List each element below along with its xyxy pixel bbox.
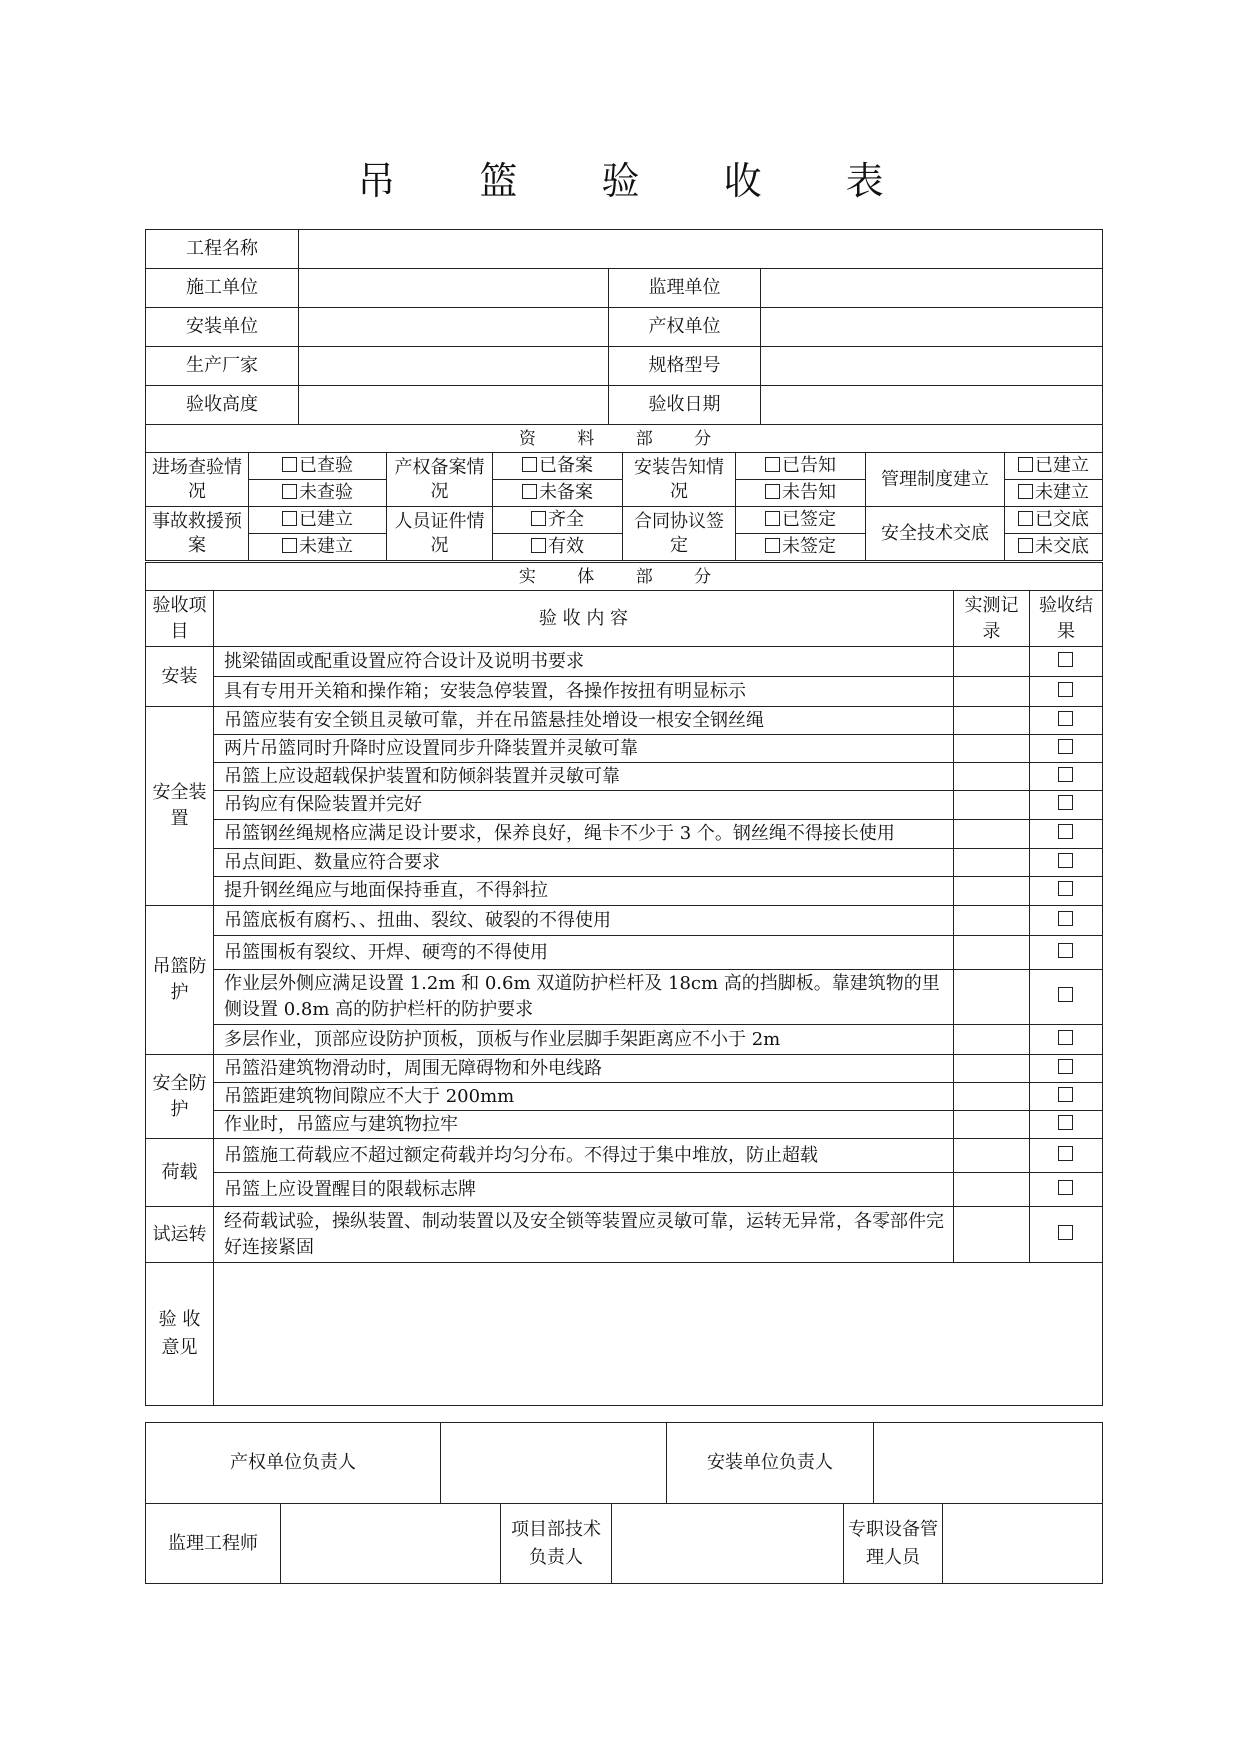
install-unit-field[interactable] — [299, 308, 609, 347]
entry-no-option[interactable]: 未查验 — [249, 480, 387, 507]
contract-no-option[interactable]: 未签定 — [736, 534, 866, 561]
checkbox-icon — [765, 538, 780, 553]
rescue-yes-option[interactable]: 已建立 — [249, 507, 387, 534]
checkbox-icon — [1058, 652, 1073, 667]
table-row — [146, 1207, 1103, 1263]
docs-section-title: 资 料 部 分 — [146, 425, 1103, 453]
tech-no-option[interactable]: 未交底 — [1005, 534, 1103, 561]
checkbox-icon — [1058, 795, 1073, 810]
result-checkbox[interactable] — [1029, 735, 1102, 763]
cert-no-option[interactable]: 有效 — [493, 534, 623, 561]
mgmt-label: 管理制度建立 — [866, 453, 1005, 507]
group-name: 荷载 — [146, 1139, 214, 1207]
construction-unit-label: 施工单位 — [146, 269, 299, 308]
result-checkbox[interactable] — [1029, 849, 1102, 877]
checkbox-icon — [765, 511, 780, 526]
contract-yes-option[interactable]: 已签定 — [736, 507, 866, 534]
result-checkbox[interactable] — [1029, 906, 1102, 936]
project-name-field[interactable] — [299, 230, 1103, 269]
tech-head-label: 项目部技术负责人 — [501, 1504, 612, 1584]
date-field[interactable] — [761, 386, 1103, 425]
inspection-item: 吊篮距建筑物间隙应不大于 200mm — [214, 1083, 954, 1111]
table-row — [146, 677, 1103, 707]
tech-head-signature[interactable] — [612, 1504, 844, 1584]
table-row — [146, 791, 1103, 820]
checkbox-icon — [1058, 1115, 1073, 1130]
page-title: 吊 篮 验 收 表 — [357, 159, 920, 203]
manufacturer-field[interactable] — [299, 347, 609, 386]
inspection-item: 提升钢丝绳应与地面保持垂直，不得斜拉 — [214, 877, 954, 906]
result-checkbox[interactable] — [1029, 1083, 1102, 1111]
checkbox-icon — [1058, 1225, 1073, 1240]
table-row — [146, 877, 1103, 906]
property-head-signature[interactable] — [441, 1423, 667, 1504]
cert-label: 人员证件情况 — [387, 507, 493, 561]
inspection-item: 吊点间距、数量应符合要求 — [214, 849, 954, 877]
mgmt-no-option[interactable]: 未建立 — [1005, 480, 1103, 507]
table-row — [146, 1139, 1103, 1173]
table-row — [146, 820, 1103, 849]
result-checkbox[interactable] — [1029, 820, 1102, 849]
record-field[interactable] — [953, 647, 1029, 677]
install-notice-yes-option[interactable]: 已告知 — [736, 453, 866, 480]
install-unit-label: 安装单位 — [146, 308, 299, 347]
checkbox-icon — [1058, 767, 1073, 782]
checkbox-icon — [1058, 943, 1073, 958]
result-checkbox[interactable] — [1029, 1139, 1102, 1173]
tech-yes-option[interactable]: 已交底 — [1005, 507, 1103, 534]
result-checkbox[interactable] — [1029, 707, 1102, 735]
inspection-item: 吊篮钢丝绳规格应满足设计要求，保养良好，绳卡不少于 3 个。钢丝绳不得接长使用 — [214, 820, 954, 849]
col-record-header: 实测记录 — [953, 591, 1029, 647]
inspection-item: 吊篮围板有裂纹、开焊、硬弯的不得使用 — [214, 936, 954, 970]
supervisor-label: 监理工程师 — [146, 1504, 281, 1584]
record-field[interactable] — [953, 677, 1029, 707]
checkbox-icon — [1058, 853, 1073, 868]
table-row — [146, 1111, 1103, 1139]
checkbox-icon — [1018, 484, 1033, 499]
height-field[interactable] — [299, 386, 609, 425]
checkbox-icon — [1058, 911, 1073, 926]
table-row — [146, 970, 1103, 1025]
cert-yes-option[interactable]: 齐全 — [493, 507, 623, 534]
property-head-label: 产权单位负责人 — [146, 1423, 441, 1504]
record-field[interactable] — [953, 1111, 1029, 1139]
inspection-item: 吊篮底板有腐朽、、扭曲、裂纹、破裂的不得使用 — [214, 906, 954, 936]
col-item-header: 验收项目 — [146, 591, 214, 647]
result-checkbox[interactable] — [1029, 970, 1102, 1025]
inspection-item: 吊篮施工荷载应不超过额定荷载并均匀分布。不得过于集中堆放，防止超载 — [214, 1139, 954, 1173]
checkbox-icon — [282, 484, 297, 499]
equipment-mgr-label: 专职设备管理人员 — [844, 1504, 943, 1584]
install-notice-no-option[interactable]: 未告知 — [736, 480, 866, 507]
record-field[interactable] — [953, 1055, 1029, 1083]
inspection-item: 作业时，吊篮应与建筑物拉牢 — [214, 1111, 954, 1139]
project-name-label: 工程名称 — [146, 230, 299, 269]
entry-label: 进场查验情况 — [146, 453, 249, 507]
record-field[interactable] — [953, 820, 1029, 849]
opinion-label: 验 收意见 — [146, 1263, 214, 1406]
checkbox-icon — [1018, 457, 1033, 472]
height-label: 验收高度 — [146, 386, 299, 425]
inspection-item: 挑梁锚固或配重设置应符合设计及说明书要求 — [214, 647, 954, 677]
docs-table — [145, 424, 1103, 561]
checkbox-icon — [1058, 824, 1073, 839]
contract-label: 合同协议签定 — [623, 507, 736, 561]
record-field[interactable] — [953, 1173, 1029, 1207]
result-checkbox[interactable] — [1029, 936, 1102, 970]
table-row — [146, 707, 1103, 735]
date-label: 验收日期 — [609, 386, 761, 425]
model-label: 规格型号 — [609, 347, 761, 386]
result-checkbox[interactable] — [1029, 1173, 1102, 1207]
checkbox-icon — [531, 511, 546, 526]
group-name: 试运转 — [146, 1207, 214, 1263]
checkbox-icon — [522, 457, 537, 472]
inspection-item: 经荷载试验，操纵装置、制动装置以及安全锁等装置应灵敏可靠，运转无异常，各零部件完好连接紧固 — [214, 1207, 954, 1263]
table-row — [146, 1173, 1103, 1207]
group-name: 安全装置 — [146, 707, 214, 906]
table-row — [146, 647, 1103, 677]
entry-yes-option[interactable]: 已查验 — [249, 453, 387, 480]
checkbox-icon — [1058, 1146, 1073, 1161]
checkbox-icon — [282, 538, 297, 553]
group-name: 吊篮防护 — [146, 906, 214, 1055]
manufacturer-label: 生产厂家 — [146, 347, 299, 386]
checkbox-icon — [1058, 711, 1073, 726]
checkbox-icon — [765, 457, 780, 472]
record-field[interactable] — [953, 906, 1029, 936]
record-field[interactable] — [953, 791, 1029, 820]
checkbox-icon — [1058, 1180, 1073, 1195]
result-checkbox[interactable] — [1029, 1025, 1102, 1055]
inspection-item: 具有专用开关箱和操作箱；安装急停装置，各操作按扭有明显标示 — [214, 677, 954, 707]
rescue-label: 事故救援预案 — [146, 507, 249, 561]
table-row — [146, 763, 1103, 791]
inspection-item: 吊篮应装有安全锁且灵敏可靠，并在吊篮悬挂处增设一根安全钢丝绳 — [214, 707, 954, 735]
inspection-item: 吊篮沿建筑物滑动时，周围无障碍物和外电线路 — [214, 1055, 954, 1083]
body-table — [145, 562, 1103, 1406]
record-field[interactable] — [953, 1083, 1029, 1111]
col-content-header: 验 收 内 容 — [214, 591, 954, 647]
table-row — [146, 1083, 1103, 1111]
result-checkbox[interactable] — [1029, 1207, 1102, 1263]
rescue-no-option[interactable]: 未建立 — [249, 534, 387, 561]
checkbox-icon — [765, 484, 780, 499]
result-checkbox[interactable] — [1029, 647, 1102, 677]
table-row — [146, 1025, 1103, 1055]
table-row — [146, 735, 1103, 763]
install-notice-label: 安装告知情况 — [623, 453, 736, 507]
inspection-item: 两片吊篮同时升降时应设置同步升降装置并灵敏可靠 — [214, 735, 954, 763]
result-checkbox[interactable] — [1029, 877, 1102, 906]
inspection-item: 作业层外侧应满足设置 1.2m 和 0.6m 双道防护栏杆及 18cm 高的挡脚板。靠建筑物的里侧设置 0.8m 高的防护栏杆的防护要求 — [214, 970, 954, 1025]
record-field[interactable] — [953, 849, 1029, 877]
opinion-field[interactable] — [214, 1263, 1103, 1406]
table-row — [146, 906, 1103, 936]
checkbox-icon — [1058, 987, 1073, 1002]
checkbox-icon — [1018, 538, 1033, 553]
supervision-unit-field[interactable] — [761, 269, 1103, 308]
property-unit-label: 产权单位 — [609, 308, 761, 347]
checkbox-icon — [1058, 881, 1073, 896]
tech-label: 安全技术交底 — [866, 507, 1005, 561]
checkbox-icon — [282, 457, 297, 472]
result-checkbox[interactable] — [1029, 791, 1102, 820]
property-reg-no-option[interactable]: 未备案 — [493, 480, 623, 507]
group-name: 安全防护 — [146, 1055, 214, 1139]
property-reg-yes-option[interactable]: 已备案 — [493, 453, 623, 480]
record-field[interactable] — [953, 1139, 1029, 1173]
record-field[interactable] — [953, 1025, 1029, 1055]
checkbox-icon — [1058, 682, 1073, 697]
table-row — [146, 1055, 1103, 1083]
inspection-item: 吊钩应有保险装置并完好 — [214, 791, 954, 820]
inspection-item: 吊篮上应设置醒目的限载标志牌 — [214, 1173, 954, 1207]
property-unit-field[interactable] — [761, 308, 1103, 347]
record-field[interactable] — [953, 735, 1029, 763]
model-field[interactable] — [761, 347, 1103, 386]
checkbox-icon — [522, 484, 537, 499]
result-checkbox[interactable] — [1029, 763, 1102, 791]
info-table — [145, 229, 1103, 425]
result-checkbox[interactable] — [1029, 1055, 1102, 1083]
record-field[interactable] — [953, 707, 1029, 735]
col-result-header: 验收结果 — [1029, 591, 1102, 647]
table-row — [146, 849, 1103, 877]
checkbox-icon — [1058, 739, 1073, 754]
signature-table-2 — [145, 1503, 1103, 1584]
body-section-title: 实 体 部 分 — [146, 563, 1103, 591]
inspection-item: 吊篮上应设超载保护装置和防倾斜装置并灵敏可靠 — [214, 763, 954, 791]
record-field[interactable] — [953, 763, 1029, 791]
result-checkbox[interactable] — [1029, 677, 1102, 707]
supervisor-signature[interactable] — [281, 1504, 501, 1584]
checkbox-icon — [1058, 1087, 1073, 1102]
inspection-item: 多层作业，顶部应设防护顶板，顶板与作业层脚手架距离应不小于 2m — [214, 1025, 954, 1055]
table-row — [146, 936, 1103, 970]
checkbox-icon — [1058, 1030, 1073, 1045]
record-field[interactable] — [953, 1207, 1029, 1263]
checkbox-icon — [531, 538, 546, 553]
signature-table-1 — [145, 1422, 1103, 1504]
install-head-label: 安装单位负责人 — [667, 1423, 874, 1504]
record-field[interactable] — [953, 970, 1029, 1025]
checkbox-icon — [1058, 1059, 1073, 1074]
supervision-unit-label: 监理单位 — [609, 269, 761, 308]
record-field[interactable] — [953, 936, 1029, 970]
install-head-signature[interactable] — [874, 1423, 1103, 1504]
mgmt-yes-option[interactable]: 已建立 — [1005, 453, 1103, 480]
checkbox-icon — [1018, 511, 1033, 526]
group-name: 安装 — [146, 647, 214, 707]
result-checkbox[interactable] — [1029, 1111, 1102, 1139]
checkbox-icon — [282, 511, 297, 526]
property-reg-label: 产权备案情况 — [387, 453, 493, 507]
equipment-mgr-signature[interactable] — [943, 1504, 1103, 1584]
record-field[interactable] — [953, 877, 1029, 906]
construction-unit-field[interactable] — [299, 269, 609, 308]
